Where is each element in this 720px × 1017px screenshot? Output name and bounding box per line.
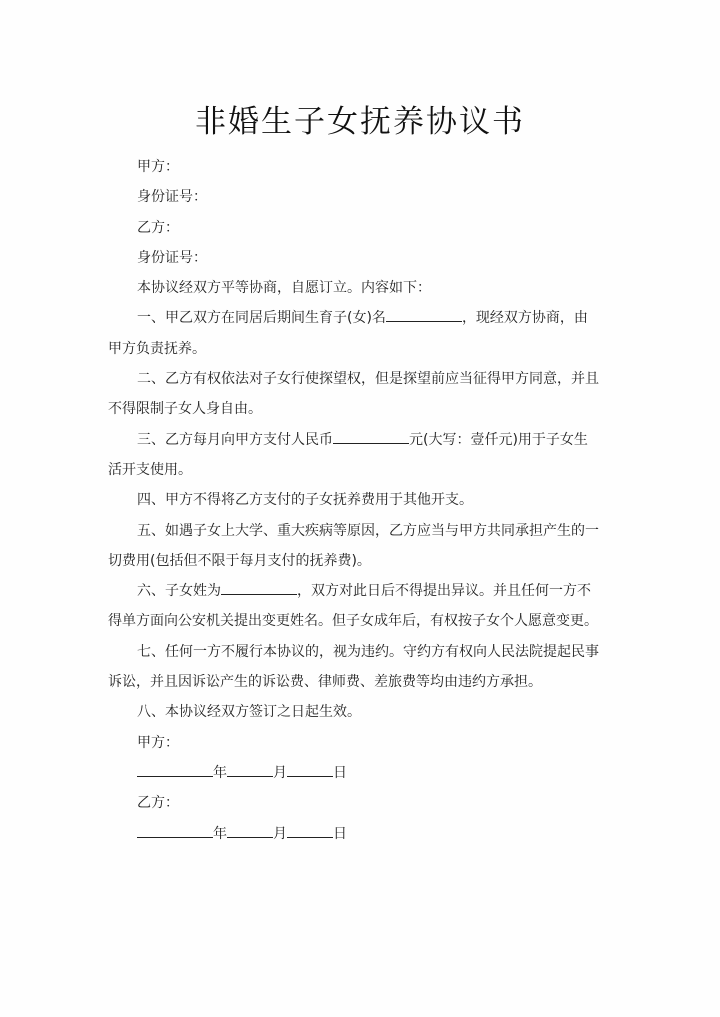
clause-3-line-2: 活开支使用。 bbox=[108, 461, 192, 478]
document-title: 非婚生子女抚养协议书 bbox=[195, 104, 525, 140]
year-label: 年 bbox=[213, 825, 227, 842]
party-b-field: 乙方： bbox=[137, 219, 179, 236]
clause-text: 子女姓为 bbox=[165, 583, 221, 600]
clause-text: 任何一方不履行本协议的，视为违约。守约方有权向人民法院提起民事 bbox=[165, 643, 599, 660]
document-body bbox=[108, 152, 614, 849]
clause-text: ，现经双方协商，由 bbox=[461, 310, 588, 327]
clause-text: 甲方不得将乙方支付的子女抚养费用于其他开支。 bbox=[165, 492, 473, 509]
day-blank[interactable] bbox=[287, 762, 333, 777]
year-blank[interactable] bbox=[137, 823, 213, 838]
clause-6-line-1 bbox=[108, 576, 614, 606]
signature-party-a-date bbox=[108, 758, 614, 788]
clause-number: 八、 bbox=[137, 704, 165, 721]
signature-party-b-date bbox=[108, 819, 614, 849]
clause-number: 二、 bbox=[137, 371, 165, 388]
day-label: 日 bbox=[333, 825, 347, 842]
clause-8-line-1 bbox=[108, 697, 614, 727]
clause-text: 甲乙双方在同居后期间生育子(女)名 bbox=[165, 310, 386, 327]
clause-text: 乙方有权依法对子女行使探望权，但是探望前应当征得甲方同意，并且 bbox=[165, 371, 599, 388]
party-a-field: 甲方： bbox=[137, 159, 179, 175]
party-a-id-field: 身份证号： bbox=[137, 189, 207, 206]
clause-4-line-1 bbox=[108, 485, 614, 515]
day-label: 日 bbox=[333, 764, 347, 781]
month-label: 月 bbox=[273, 764, 287, 781]
clause-5-line-2: 切费用(包括但不限于每月支付的抚养费)。 bbox=[108, 552, 371, 569]
signature-party-b-label: 乙方： bbox=[137, 795, 179, 812]
clause-7-line-2: 诉讼，并且因诉讼产生的诉讼费、律师费、差旅费等均由违约方承担。 bbox=[108, 674, 542, 691]
clause-1-line-1 bbox=[108, 303, 614, 333]
clause-2-line-2: 不得限制子女人身自由。 bbox=[108, 401, 262, 418]
clause-text: ，双方对此日后不得提出异议。并且任何一方不 bbox=[297, 583, 591, 600]
intro-text: 本协议经双方平等协商，自愿订立。内容如下： bbox=[137, 280, 431, 297]
clause-number: 六、 bbox=[137, 583, 165, 600]
clause-3-line-1 bbox=[108, 425, 614, 455]
year-blank[interactable] bbox=[137, 762, 213, 777]
clause-1-line-2: 甲方负责抚养。 bbox=[108, 340, 206, 357]
clause-text: 如遇子女上大学、重大疾病等原因，乙方应当与甲方共同承担产生的一 bbox=[165, 522, 599, 539]
child-name-blank[interactable] bbox=[386, 307, 462, 322]
clause-number: 一、 bbox=[137, 310, 165, 327]
clause-2-line-1 bbox=[108, 364, 614, 394]
clause-number: 七、 bbox=[137, 643, 165, 660]
signature-party-a-label: 甲方： bbox=[137, 734, 179, 751]
month-blank[interactable] bbox=[227, 823, 273, 838]
day-blank[interactable] bbox=[287, 823, 333, 838]
amount-blank[interactable] bbox=[333, 429, 409, 444]
month-label: 月 bbox=[273, 825, 287, 842]
clause-number: 四、 bbox=[137, 492, 165, 509]
clause-number: 五、 bbox=[137, 522, 165, 539]
year-label: 年 bbox=[213, 764, 227, 781]
clause-number: 三、 bbox=[137, 431, 165, 448]
clause-7-line-1 bbox=[108, 637, 614, 667]
clause-6-line-2: 得单方面向公安机关提出变更姓名。但子女成年后，有权按子女个人愿意变更。 bbox=[108, 613, 598, 630]
clause-text: 元(大写：壹仟元)用于子女生 bbox=[409, 431, 588, 448]
clause-text: 本协议经双方签订之日起生效。 bbox=[165, 704, 361, 721]
surname-blank[interactable] bbox=[221, 580, 297, 595]
party-b-id-field: 身份证号： bbox=[137, 249, 207, 266]
month-blank[interactable] bbox=[227, 762, 273, 777]
clause-5-line-1 bbox=[108, 516, 614, 546]
clause-text: 乙方每月向甲方支付人民币 bbox=[165, 431, 333, 448]
